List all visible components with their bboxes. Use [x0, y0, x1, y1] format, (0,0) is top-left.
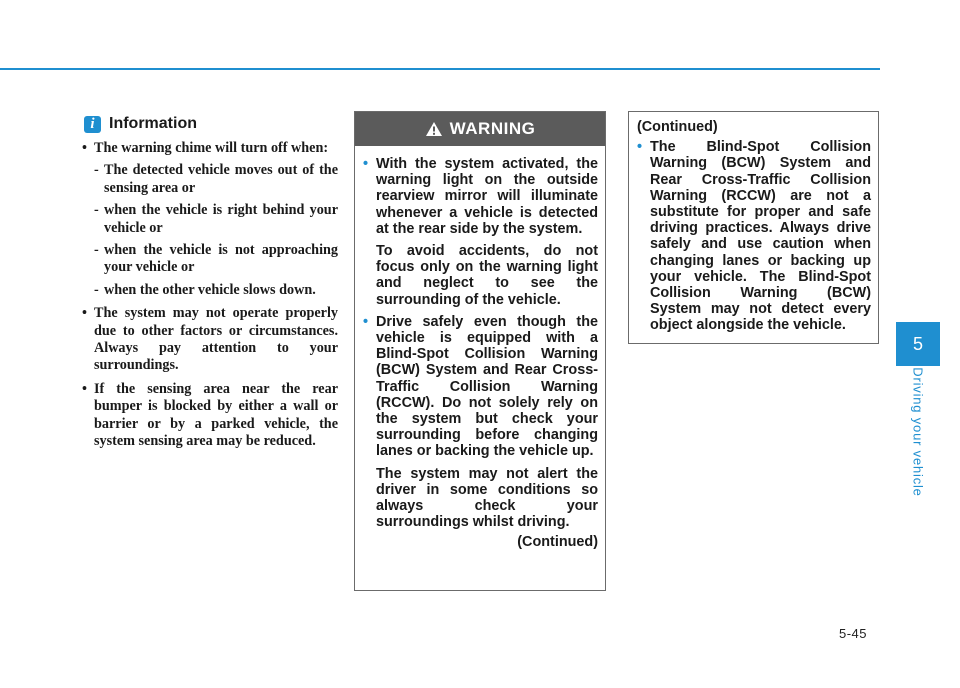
continued-item-text: The Blind-Spot Collision Warning (BCW) System and Rear Cross-Traffic Collision Warning (RCCW) are not a substitute for proper and safe driving practices. Always drive safely and use caution when changing lanes or backing up your vehicle. The Blind-Spot Collision Warning (BCW) System may not detect every object alongside the vehicle. [650, 139, 871, 334]
continued-label: (Continued) [517, 534, 598, 551]
warning-title: WARNING [449, 119, 536, 138]
info-sub-item: - when the vehicle is right behind your vehicle or [94, 202, 338, 236]
info-bullet-text: If the sensing area near the rear bumper is blocked by either a wall or barrier or by a parked vehicle, the system sensing area may be reduced. [94, 380, 338, 450]
info-bullet [82, 305, 338, 375]
info-bullet [82, 381, 338, 451]
information-body [82, 140, 338, 451]
info-bullet-text: The system may not operate properly due to other factors or circumstances. Always pay attention to your surroundings. [94, 305, 338, 374]
page-number: 5-45 [839, 626, 868, 641]
continued-box [628, 111, 879, 344]
continued-item [637, 139, 871, 333]
bullet-dot: • [637, 139, 643, 156]
warning-body [355, 146, 605, 551]
info-sub-item: - when the other vehicle slows down. [94, 281, 316, 298]
information-header [84, 112, 338, 136]
info-sub-item: - The detected vehicle moves out of the sensing area or [94, 162, 338, 196]
warning-paragraph: To avoid accidents, do not focus only on the warning light and neglect to see the surrounding of the vehicle. [376, 243, 598, 308]
warning-triangle-icon [425, 121, 443, 137]
header-rule [0, 68, 880, 70]
warning-box [354, 111, 606, 591]
warning-paragraph: The system may not alert the driver in some conditions so always check your surroundings whilst driving. [376, 465, 598, 531]
bullet-dot: • [82, 305, 87, 322]
info-sub-text: when the vehicle is right behind your vehicle or [104, 202, 338, 236]
chapter-title: Driving your vehicle [910, 367, 926, 497]
info-sub-text: The detected vehicle moves out of the sensing area or [104, 162, 338, 196]
bullet-dot: • [82, 140, 87, 156]
warning-header [355, 112, 605, 146]
warning-item [363, 156, 598, 237]
info-sub-text: when the other vehicle slows down. [104, 281, 316, 298]
bullet-dot: • [82, 380, 87, 397]
warning-item [363, 314, 598, 460]
warning-item-text: With the system activated, the warning light on the outside rearview mirror will illuminate whenever a vehicle is detected at the rear side by the system. [376, 156, 598, 237]
info-bullet-text: The warning chime will turn off when: [94, 140, 329, 156]
information-title: Information [109, 115, 197, 132]
information-section [82, 112, 338, 451]
warning-item-text: Drive safely even though the vehicle is equipped with a Blind-Spot Collision Warning (BCW) System and Rear Cross-Traffic Collision Warning (RCCW). Do not solely rely on the system but check your surrounding before changing lanes or backing the vehicle up. [376, 313, 598, 460]
info-sub-text: when the vehicle is not approaching your vehicle or [104, 242, 338, 276]
bullet-dot: • [363, 313, 369, 330]
continued-heading: (Continued) [637, 119, 718, 135]
bullet-dot: • [363, 156, 369, 172]
chapter-tab: 5 [896, 322, 940, 366]
continued-body [629, 112, 878, 334]
info-sub-item: - when the vehicle is not approaching your vehicle or [94, 242, 338, 276]
info-bullet [82, 140, 338, 157]
info-icon: i [84, 116, 101, 133]
